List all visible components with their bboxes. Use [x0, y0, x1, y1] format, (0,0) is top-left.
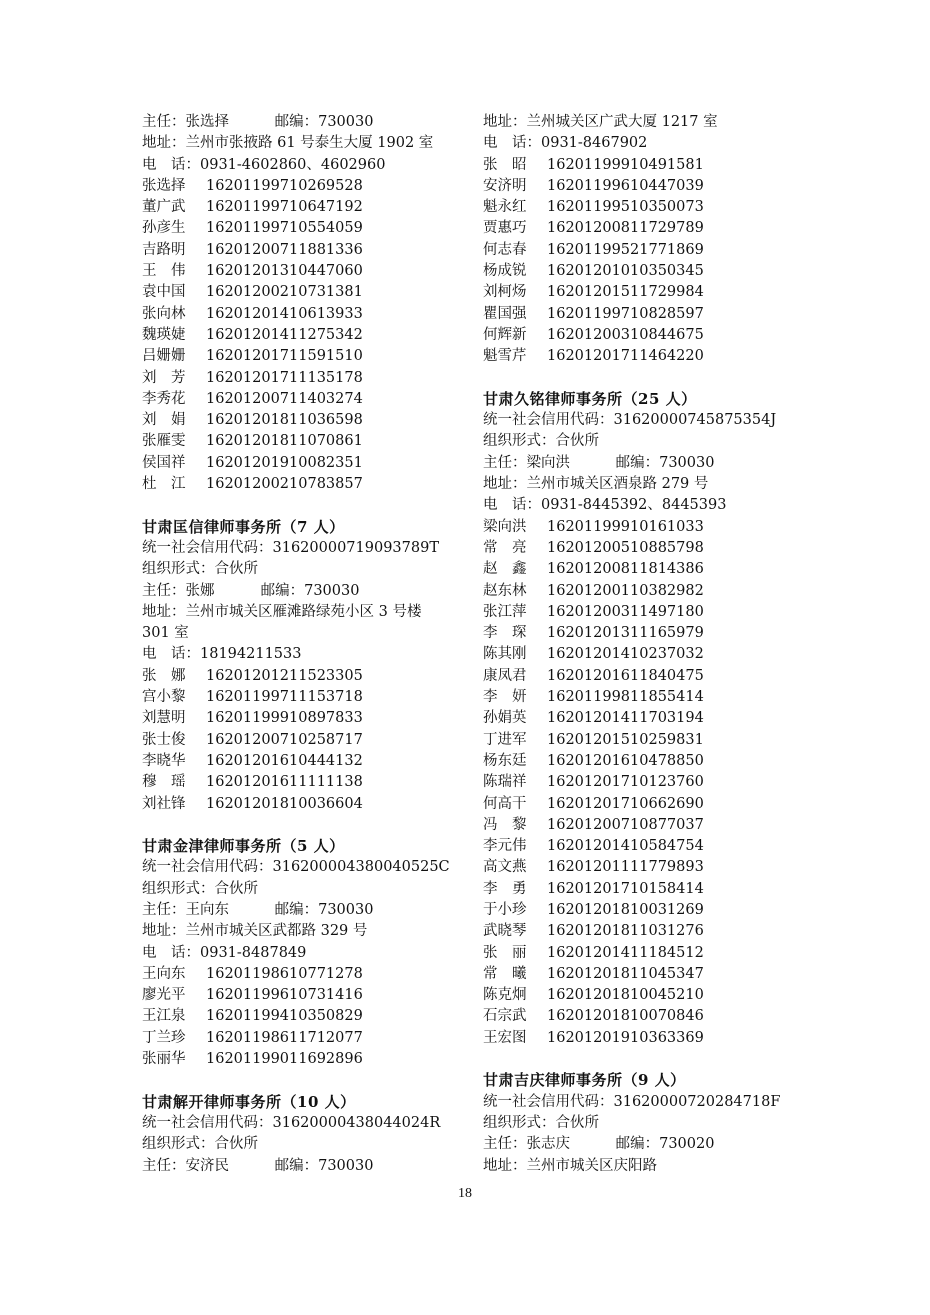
lawyer-name: 李晓华	[142, 752, 186, 769]
lawyer-license-number: 16201201511729984	[547, 284, 704, 301]
address: 地址：兰州市城关区酒泉路 279 号	[483, 476, 709, 493]
lawyer-name: 李 琛	[483, 625, 527, 642]
page-number: 18	[458, 1186, 472, 1201]
lawyer-list	[483, 517, 813, 1049]
lawyer-row	[483, 900, 813, 921]
lawyer-license-number: 16201201411703194	[547, 710, 704, 727]
firm-title: 甘肃解开律师事务所（10 人）	[142, 1092, 356, 1111]
lawyer-row	[483, 943, 813, 964]
director: 主任：张选择	[142, 114, 229, 130]
lawyer-row	[142, 666, 472, 687]
lawyer-license-number: 16201201611111138	[206, 774, 363, 791]
lawyer-name: 冯 黎	[483, 816, 527, 833]
lawyer-license-number: 16201201810031269	[547, 901, 704, 918]
director-postcode-line	[142, 112, 472, 133]
credit-code: 统一社会信用代码：31620000719093789T	[142, 539, 440, 556]
lawyer-name: 陈其刚	[483, 646, 527, 663]
lawyer-name: 张江萍	[483, 603, 527, 620]
lawyer-name: 杜 江	[142, 476, 186, 493]
lawyer-license-number: 16201199910491581	[547, 156, 704, 173]
director: 主任：张志庆	[483, 1136, 570, 1153]
lawyer-name: 李 妍	[483, 689, 527, 706]
lawyer-name: 王江泉	[142, 1008, 186, 1025]
lawyer-name: 何辉新	[483, 326, 527, 343]
right-column	[483, 112, 813, 1177]
lawyer-row	[483, 623, 813, 644]
lawyer-name: 高文燕	[483, 859, 527, 876]
lawyer-row	[483, 176, 813, 197]
firm-title: 甘肃吉庆律师事务所（9 人）	[483, 1071, 686, 1090]
lawyer-license-number: 16201199710554059	[206, 220, 363, 237]
left-column	[142, 112, 472, 1177]
phone: 电 话：0931-8487849	[142, 944, 307, 961]
lawyer-row	[483, 985, 813, 1006]
postcode: 邮编：730030	[274, 114, 374, 130]
lawyer-license-number: 16201201710123760	[547, 774, 704, 791]
lawyer-name: 何志春	[483, 241, 527, 258]
lawyer-name: 张丽华	[142, 1051, 186, 1068]
org-form: 组织形式：合伙所	[142, 1136, 258, 1153]
lawyer-row	[142, 985, 472, 1006]
postcode: 邮编：730030	[260, 582, 360, 599]
lawyer-name: 魏瑛婕	[142, 326, 186, 343]
lawyer-name: 张 娜	[142, 667, 186, 684]
lawyer-row	[142, 964, 472, 985]
lawyer-license-number: 16201201311165979	[547, 625, 704, 642]
lawyer-name: 贾惠巧	[483, 220, 527, 237]
director: 主任：安济民	[142, 1157, 229, 1174]
lawyer-row	[483, 517, 813, 538]
org-form: 组织形式：合伙所	[142, 561, 258, 578]
lawyer-row	[483, 772, 813, 793]
lawyer-row	[142, 730, 472, 751]
lawyer-license-number: 16201200711881336	[206, 241, 363, 258]
lawyer-license-number: 16201201811036598	[206, 412, 363, 429]
firm-title: 甘肃久铭律师事务所（25 人）	[483, 389, 697, 408]
lawyer-row	[142, 282, 472, 303]
director: 主任：张娜	[142, 582, 215, 599]
lawyer-row	[142, 346, 472, 367]
lawyer-row	[483, 815, 813, 836]
firm-title: 甘肃金津律师事务所（5 人）	[142, 837, 345, 856]
lawyer-row	[142, 687, 472, 708]
lawyer-license-number: 16201201811031276	[547, 923, 704, 940]
lawyer-license-number: 16201200811729789	[547, 220, 704, 237]
lawyer-row	[483, 921, 813, 942]
lawyer-name: 杨东廷	[483, 752, 527, 769]
lawyer-license-number: 16201199811855414	[547, 689, 704, 706]
director-postcode-line	[142, 581, 472, 602]
postcode: 邮编：730030	[615, 454, 715, 471]
lawyer-row	[142, 794, 472, 815]
lawyer-list	[142, 176, 472, 495]
lawyer-row	[483, 240, 813, 261]
address: 地址：兰州市城关区庆阳路	[483, 1157, 657, 1174]
lawyer-license-number: 16201201811070861	[206, 433, 363, 450]
lawyer-row	[483, 581, 813, 602]
lawyer-row	[142, 176, 472, 197]
lawyer-license-number: 16201201910082351	[206, 454, 363, 471]
lawyer-license-number: 16201200510885798	[547, 539, 704, 556]
lawyer-license-number: 16201198611712077	[206, 1029, 363, 1046]
lawyer-row	[142, 240, 472, 261]
lawyer-name: 赵 鑫	[483, 561, 527, 578]
lawyer-license-number: 16201201711591510	[206, 348, 363, 365]
lawyer-row	[142, 218, 472, 239]
phone: 电 话：0931-8467902	[483, 135, 648, 152]
lawyer-name: 侯国祥	[142, 454, 186, 471]
lawyer-name: 魁雪芹	[483, 348, 527, 365]
lawyer-license-number: 16201201111779893	[547, 859, 704, 876]
lawyer-name: 董广武	[142, 199, 186, 216]
lawyer-license-number: 16201201410613933	[206, 305, 363, 322]
lawyer-name: 孙娟英	[483, 710, 527, 727]
director: 主任：王向东	[142, 901, 229, 918]
firm-title: 甘肃匡信律师事务所（7 人）	[142, 517, 345, 536]
lawyer-name: 杨成锐	[483, 263, 527, 280]
address-cont: 301 室	[142, 625, 189, 642]
lawyer-license-number: 16201201811045347	[547, 965, 704, 982]
lawyer-row	[483, 666, 813, 687]
lawyer-name: 梁向洪	[483, 518, 527, 535]
lawyer-name: 袁中国	[142, 284, 186, 301]
lawyer-license-number: 16201201711464220	[547, 348, 704, 365]
lawyer-row	[142, 1006, 472, 1027]
lawyer-license-number: 16201201610444132	[206, 752, 363, 769]
lawyer-license-number: 16201200711403274	[206, 390, 363, 407]
lawyer-license-number: 16201199710269528	[206, 177, 363, 194]
lawyer-license-number: 16201199711153718	[206, 689, 363, 706]
lawyer-name: 张士俊	[142, 731, 186, 748]
lawyer-name: 安济明	[483, 177, 527, 194]
lawyer-row	[142, 410, 472, 431]
lawyer-license-number: 16201200310844675	[547, 326, 704, 343]
lawyer-row	[483, 538, 813, 559]
lawyer-license-number: 16201198610771278	[206, 965, 363, 982]
lawyer-list	[483, 155, 813, 368]
lawyer-license-number: 16201200710258717	[206, 731, 363, 748]
lawyer-row	[142, 751, 472, 772]
lawyer-row	[483, 325, 813, 346]
lawyer-name: 赵东林	[483, 582, 527, 599]
lawyer-row	[483, 197, 813, 218]
director-postcode-line	[142, 1156, 472, 1177]
lawyer-license-number: 16201201310447060	[206, 263, 363, 280]
lawyer-name: 张 昭	[483, 156, 527, 173]
lawyer-license-number: 16201200110382982	[547, 582, 704, 599]
address: 地址：兰州市城关区武都路 329 号	[142, 923, 368, 940]
lawyer-name: 王宏图	[483, 1029, 527, 1046]
lawyer-license-number: 16201199410350829	[206, 1008, 363, 1025]
lawyer-name: 何高干	[483, 795, 527, 812]
lawyer-row	[142, 453, 472, 474]
director-postcode-line	[483, 1134, 813, 1155]
lawyer-row	[483, 730, 813, 751]
lawyer-name: 常 曦	[483, 965, 527, 982]
lawyer-row	[142, 708, 472, 729]
lawyer-list	[142, 964, 472, 1070]
lawyer-license-number: 16201199610447039	[547, 177, 704, 194]
lawyer-name: 魁永红	[483, 199, 527, 216]
lawyer-name: 陈克炯	[483, 987, 527, 1004]
lawyer-row	[142, 325, 472, 346]
director-postcode-line	[483, 453, 813, 474]
lawyer-row	[142, 261, 472, 282]
lawyer-license-number: 16201201510259831	[547, 731, 704, 748]
lawyer-name: 刘 娟	[142, 412, 186, 429]
lawyer-license-number: 16201200710877037	[547, 816, 704, 833]
lawyer-name: 孙彦生	[142, 220, 186, 237]
lawyer-license-number: 16201200311497180	[547, 603, 704, 620]
credit-code: 统一社会信用代码：31620000438044024R	[142, 1114, 441, 1131]
lawyer-license-number: 16201201610478850	[547, 752, 704, 769]
lawyer-row	[483, 794, 813, 815]
lawyer-name: 李秀花	[142, 390, 186, 407]
lawyer-name: 张 丽	[483, 944, 527, 961]
postcode: 邮编：730030	[274, 1157, 374, 1174]
lawyer-name: 刘社锋	[142, 795, 186, 812]
lawyer-license-number: 16201200811814386	[547, 561, 704, 578]
org-form: 组织形式：合伙所	[483, 1114, 599, 1131]
lawyer-name: 李 勇	[483, 880, 527, 897]
lawyer-license-number: 16201201411275342	[206, 326, 363, 343]
lawyer-name: 张选择	[142, 177, 186, 194]
lawyer-row	[483, 857, 813, 878]
lawyer-row	[142, 1028, 472, 1049]
address: 地址：兰州市张掖路 61 号泰生大厦 1902 室	[142, 135, 434, 152]
lawyer-row	[483, 304, 813, 325]
lawyer-row	[142, 431, 472, 452]
lawyer-license-number: 16201201810045210	[547, 987, 704, 1004]
lawyer-license-number: 16201201010350345	[547, 263, 704, 280]
phone: 电 话：0931-4602860、4602960	[142, 156, 386, 173]
lawyer-name: 李元伟	[483, 838, 527, 855]
lawyer-row	[483, 218, 813, 239]
lawyer-row	[483, 687, 813, 708]
lawyer-row	[142, 304, 472, 325]
lawyer-name: 常 亮	[483, 539, 527, 556]
lawyer-row	[483, 282, 813, 303]
lawyer-row	[483, 1028, 813, 1049]
lawyer-name: 廖光平	[142, 987, 186, 1004]
lawyer-name: 于小珍	[483, 901, 527, 918]
lawyer-license-number: 16201199521771869	[547, 241, 704, 258]
lawyer-row	[483, 559, 813, 580]
lawyer-row	[142, 197, 472, 218]
lawyer-name: 王向东	[142, 965, 186, 982]
lawyer-name: 张向林	[142, 305, 186, 322]
lawyer-row	[483, 964, 813, 985]
lawyer-row	[483, 155, 813, 176]
phone: 电 话：0931-8445392、8445393	[483, 497, 727, 514]
lawyer-name: 宫小黎	[142, 689, 186, 706]
lawyer-license-number: 16201201810070846	[547, 1008, 704, 1025]
credit-code: 统一社会信用代码：31620000720284718F	[483, 1093, 781, 1110]
address: 地址：兰州城关区广武大厦 1217 室	[483, 114, 718, 130]
lawyer-row	[483, 751, 813, 772]
org-form: 组织形式：合伙所	[483, 433, 599, 450]
lawyer-row	[483, 836, 813, 857]
lawyer-name: 瞿国强	[483, 305, 527, 322]
lawyer-name: 吉路明	[142, 241, 186, 258]
lawyer-license-number: 16201201910363369	[547, 1029, 704, 1046]
lawyer-name: 丁进军	[483, 731, 527, 748]
lawyer-row	[142, 389, 472, 410]
lawyer-license-number: 16201201810036604	[206, 795, 363, 812]
lawyer-license-number: 16201199610731416	[206, 987, 363, 1004]
postcode: 邮编：730020	[615, 1136, 715, 1153]
lawyer-license-number: 16201201410237032	[547, 646, 704, 663]
lawyer-license-number: 16201199011692896	[206, 1051, 363, 1068]
lawyer-row	[142, 772, 472, 793]
lawyer-name: 吕姗姗	[142, 348, 186, 365]
lawyer-name: 王 伟	[142, 263, 186, 280]
director: 主任：梁向洪	[483, 454, 570, 471]
address: 地址：兰州市城关区雁滩路绿苑小区 3 号楼	[142, 603, 422, 620]
lawyer-name: 穆 瑶	[142, 774, 186, 791]
credit-code: 统一社会信用代码：31620000745875354J	[483, 412, 777, 429]
lawyer-name: 武晓琴	[483, 923, 527, 940]
lawyer-license-number: 16201201411184512	[547, 944, 704, 961]
lawyer-license-number: 16201199910161033	[547, 518, 704, 535]
credit-code: 统一社会信用代码：316200004380040525C	[142, 859, 450, 876]
lawyer-license-number: 16201201711135178	[206, 369, 363, 386]
lawyer-name: 刘 芳	[142, 369, 186, 386]
lawyer-name: 丁兰珍	[142, 1029, 186, 1046]
lawyer-row	[483, 1006, 813, 1027]
lawyer-license-number: 16201200210731381	[206, 284, 363, 301]
postcode: 邮编：730030	[274, 901, 374, 918]
lawyer-row	[483, 261, 813, 282]
lawyer-row	[483, 644, 813, 665]
lawyer-name: 石宗武	[483, 1008, 527, 1025]
lawyer-license-number: 16201201611840475	[547, 667, 704, 684]
lawyer-row	[483, 879, 813, 900]
lawyer-list	[142, 666, 472, 815]
lawyer-license-number: 16201199510350073	[547, 199, 704, 216]
lawyer-license-number: 16201201410584754	[547, 838, 704, 855]
phone: 电 话：18194211533	[142, 646, 302, 663]
lawyer-row	[483, 346, 813, 367]
lawyer-license-number: 16201200210783857	[206, 476, 363, 493]
lawyer-license-number: 16201201211523305	[206, 667, 363, 684]
lawyer-row	[483, 602, 813, 623]
lawyer-row	[142, 368, 472, 389]
lawyer-license-number: 16201201710662690	[547, 795, 704, 812]
lawyer-row	[142, 1049, 472, 1070]
lawyer-row	[483, 708, 813, 729]
lawyer-name: 康凤君	[483, 667, 527, 684]
lawyer-row	[142, 474, 472, 495]
lawyer-name: 刘柯炀	[483, 284, 527, 301]
lawyer-name: 刘慧明	[142, 710, 186, 727]
director-postcode-line	[142, 900, 472, 921]
lawyer-license-number: 16201199910897833	[206, 710, 363, 727]
lawyer-name: 陈瑞祥	[483, 774, 527, 791]
lawyer-license-number: 16201201710158414	[547, 880, 704, 897]
lawyer-name: 张雁雯	[142, 433, 186, 450]
lawyer-license-number: 16201199710647192	[206, 199, 363, 216]
org-form: 组织形式：合伙所	[142, 880, 258, 897]
lawyer-license-number: 16201199710828597	[547, 305, 704, 322]
